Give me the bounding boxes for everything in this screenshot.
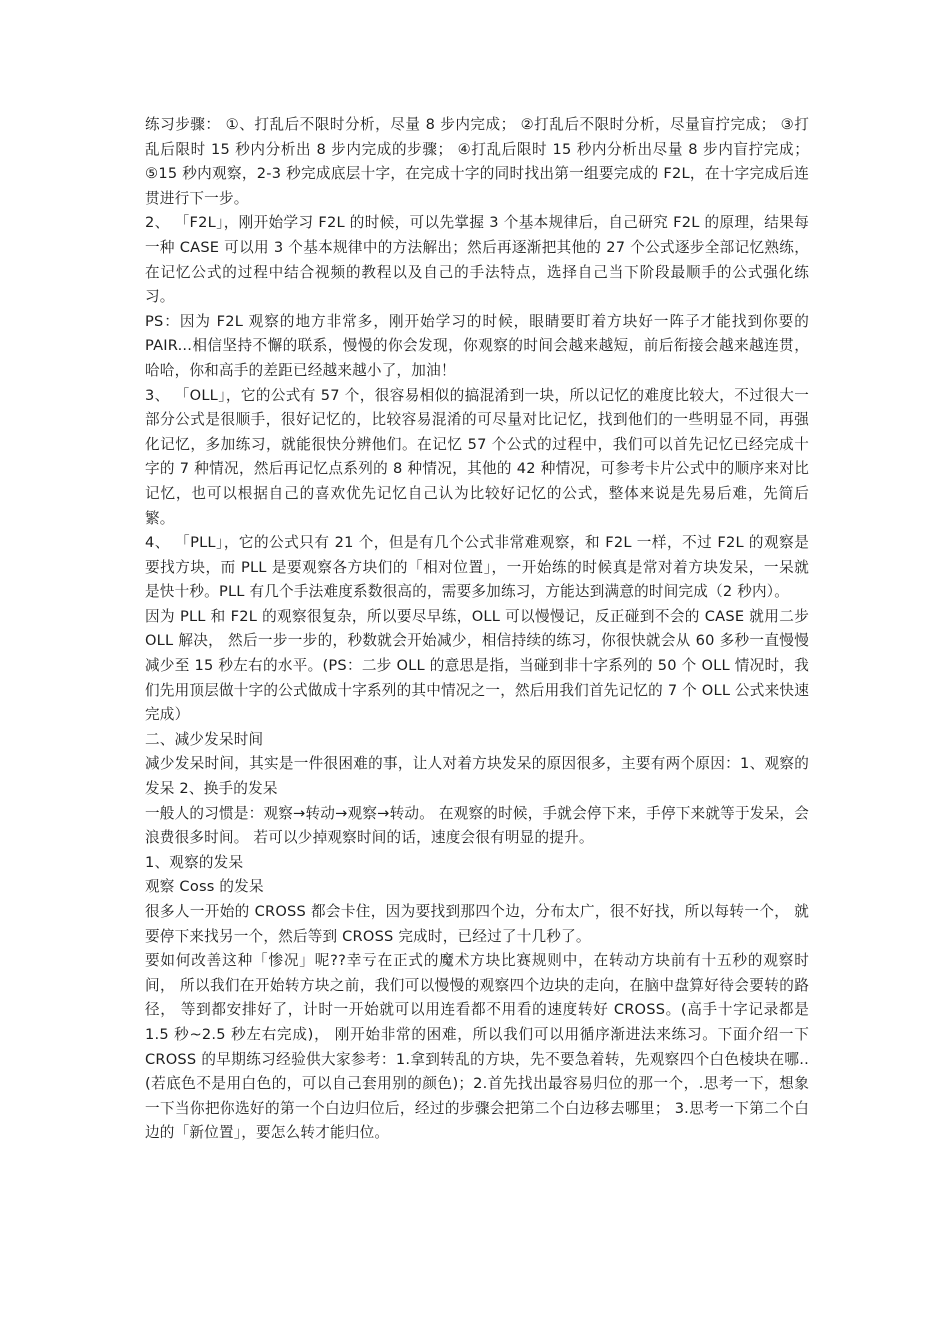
paragraph-practice-steps: 练习步骤： ①、打乱后不限时分析，尽量 8 步内完成； ②打乱后不限时分析，尽量盲拧完成； ③打乱后限时 15 秒内分析出 8 步内完成的步骤； ④打乱后限时 15 秒内分析出尽量 8 步内盲拧完成； ⑤15 秒内观察，2-3 秒完成底层十字，在完成十字的同时找出第一组要完成的 F2L，在十字完成后连贯进行下一步。 (145, 116, 809, 207)
paragraph-pll: 4、 「PLL」，它的公式只有 21 个，但是有几个公式非常难观察，和 F2L 一样，不过 F2L 的观察是要找方块，而 PLL 是要观察各方块们的「相对位置」，一开始练的时候真是常对着方块发呆，一呆就是快十秒。PLL 有几个手法难度系数很高的，需要多加练习，方能达到满意的时间完成（2 秒内）。 (145, 534, 809, 601)
paragraph-f2l-ps: PS：因为 F2L 观察的地方非常多，刚开始学习的时候，眼睛要盯着方块好一阵子才能找到你要的 PAIR...相信坚持不懈的联系，慢慢的你会发现，你观察的时间会越来越短，前后衔接会越来越连贯，哈哈，你和高手的差距已经越来越小了，加油！ (145, 312, 809, 379)
paragraph-habit: 一般人的习惯是：观察→转动→观察→转动。 在观察的时候，手就会停下来，手停下来就等于发呆，会浪费很多时间。 若可以少掉观察时间的话，速度会很有明显的提升。 (145, 804, 809, 847)
section-heading-reduce-idle-time: 二、减少发呆时间 (145, 730, 264, 748)
paragraph-cross-problem: 很多人一开始的 CROSS 都会卡住，因为要找到那四个边，分布太广，很不好找，所以每转一个， 就要停下来找另一个，然后等到 CROSS 完成时，已经过了十几秒了。 (145, 903, 809, 945)
subheading-observation-idle: 1、观察的发呆 (145, 853, 244, 871)
paragraph-pll-f2l-practice: 因为 PLL 和 F2L 的观察很复杂，所以要尽早练，OLL 可以慢慢记，反正碰到不会的 CASE 就用二步 OLL 解决， 然后一步一步的，秒数就会开始减少，相信持续的练习，你很快就会从 60 多秒一直慢慢减少至 15 秒左右的水平。(PS：二步 OLL 的意思是指，当碰到非十字系列的 50 个 OLL 情况时，我们先用顶层做十字的公式做成十字系列的其中情况之一，然后用我们首先记忆的 7 个 OLL 公式来快速完成） (145, 607, 809, 724)
paragraph-oll: 3、 「OLL」，它的公式有 57 个，很容易相似的搞混淆到一块，所以记忆的难度比较大，不过很大一部分公式是很顺手，很好记忆的，比较容易混淆的可尽量对比记忆，找到他们的一些明显不同，再强化记忆，多加练习，就能很快分辨他们。在记忆 57 个公式的过程中，我们可以首先记忆已经完成十字的 7 种情况，然后再记忆点系列的 8 种情况，其他的 42 种情况，可参考卡片公式中的顺序来对比记忆，也可以根据自己的喜欢优先记忆自己认为比较好记忆的公式，整体来说是先易后难，先简后繁。 (145, 386, 809, 527)
subheading-cross-observation: 观察 Coss 的发呆 (145, 878, 264, 896)
document-body (145, 113, 809, 1146)
paragraph-f2l: 2、 「F2L」，刚开始学习 F2L 的时候，可以先掌握 3 个基本规律后，自己研究 F2L 的原理，结果每一种 CASE 可以用 3 个基本规律中的方法解出；然后再逐渐把其他的 27 个公式逐步全部记忆熟练，在记忆公式的过程中结合视频的教程以及自己的手法特点，选择自己当下阶段最顺手的公式强化练习。 (145, 214, 809, 306)
paragraph-reduce-idle-intro: 减少发呆时间，其实是一件很困难的事，让人对着方块发呆的原因很多，主要有两个原因：1、观察的发呆 2、换手的发呆 (145, 755, 809, 798)
paragraph-cross-practice: 要如何改善这种「惨况」呢??幸亏在正式的魔术方块比赛规则中，在转动方块前有十五秒的观察时间， 所以我们在开始转方块之前，我们可以慢慢的观察四个边块的走向，在脑中盘算好待会要转的路径， 等到都安排好了，计时一开始就可以用连看都不用看的速度转好 CROSS。(高手十字记录都是 1.5 秒~2.5 秒左右完成)， 刚开始非常的困难，所以我们可以用循序渐进法来练习。下面介绍一下 CROSS 的早期练习经验供大家参考：1.拿到转乱的方块，先不要急着转，先观察四个白色棱块在哪..(若底色不是用白色的，可以自己套用别的颜色)；2.首先找出最容易归位的那一个，.思考一下，想象一下当你把你选好的第一个白边归位后，经过的步骤会把第二个白边移去哪里； 3.思考一下第二个白边的「新位置」，要怎么转才能归位。 (145, 952, 809, 1142)
